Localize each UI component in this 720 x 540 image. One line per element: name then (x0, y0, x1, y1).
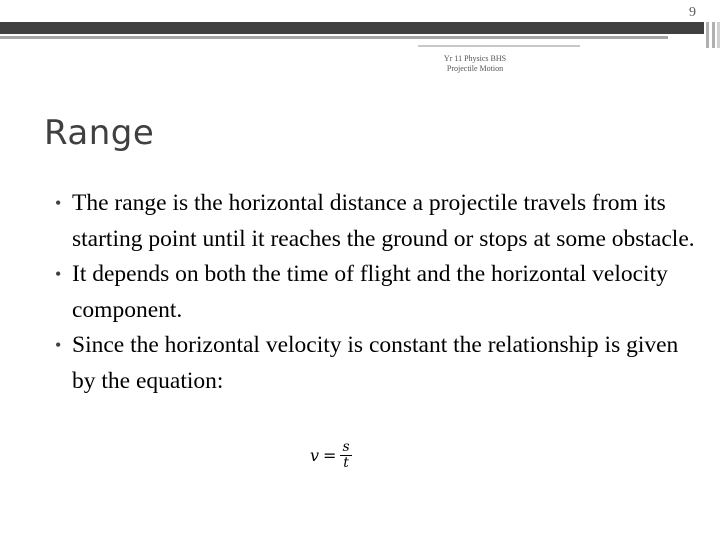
bullet-item (55, 186, 695, 257)
bullet-text: Since the horizontal velocity is constant the relationship is given by the equation: (72, 332, 679, 394)
header-note (420, 54, 530, 74)
equation-operator: = (323, 446, 337, 465)
bullet-item (55, 328, 695, 399)
equation-fraction (340, 440, 351, 471)
header-band-accent (0, 36, 668, 39)
edge-decoration (706, 22, 709, 48)
bullet-text: The range is the horizontal distance a projectile travels from its starting point until it reaches the ground or stops at some obstacle. (72, 190, 695, 252)
edge-decoration (712, 22, 715, 48)
bullet-list (55, 186, 695, 399)
bullet-icon: • (55, 335, 62, 355)
bullet-icon: • (55, 193, 62, 213)
bullet-item (55, 257, 695, 328)
equation-denominator: t (343, 455, 349, 471)
slide-title: Range (44, 113, 155, 153)
equation-numerator: s (342, 439, 350, 455)
velocity-equation (310, 440, 352, 471)
header-note-underline (418, 45, 580, 47)
header-note-line: Projectile Motion (446, 64, 504, 73)
header-band (0, 22, 704, 34)
header-note-line: Yr 11 Physics BHS (443, 54, 507, 63)
bullet-icon: • (55, 264, 62, 284)
slide-number: 9 (689, 5, 696, 20)
bullet-text: It depends on both the time of flight and the horizontal velocity component. (72, 261, 668, 323)
equation-lhs: v (310, 446, 320, 465)
